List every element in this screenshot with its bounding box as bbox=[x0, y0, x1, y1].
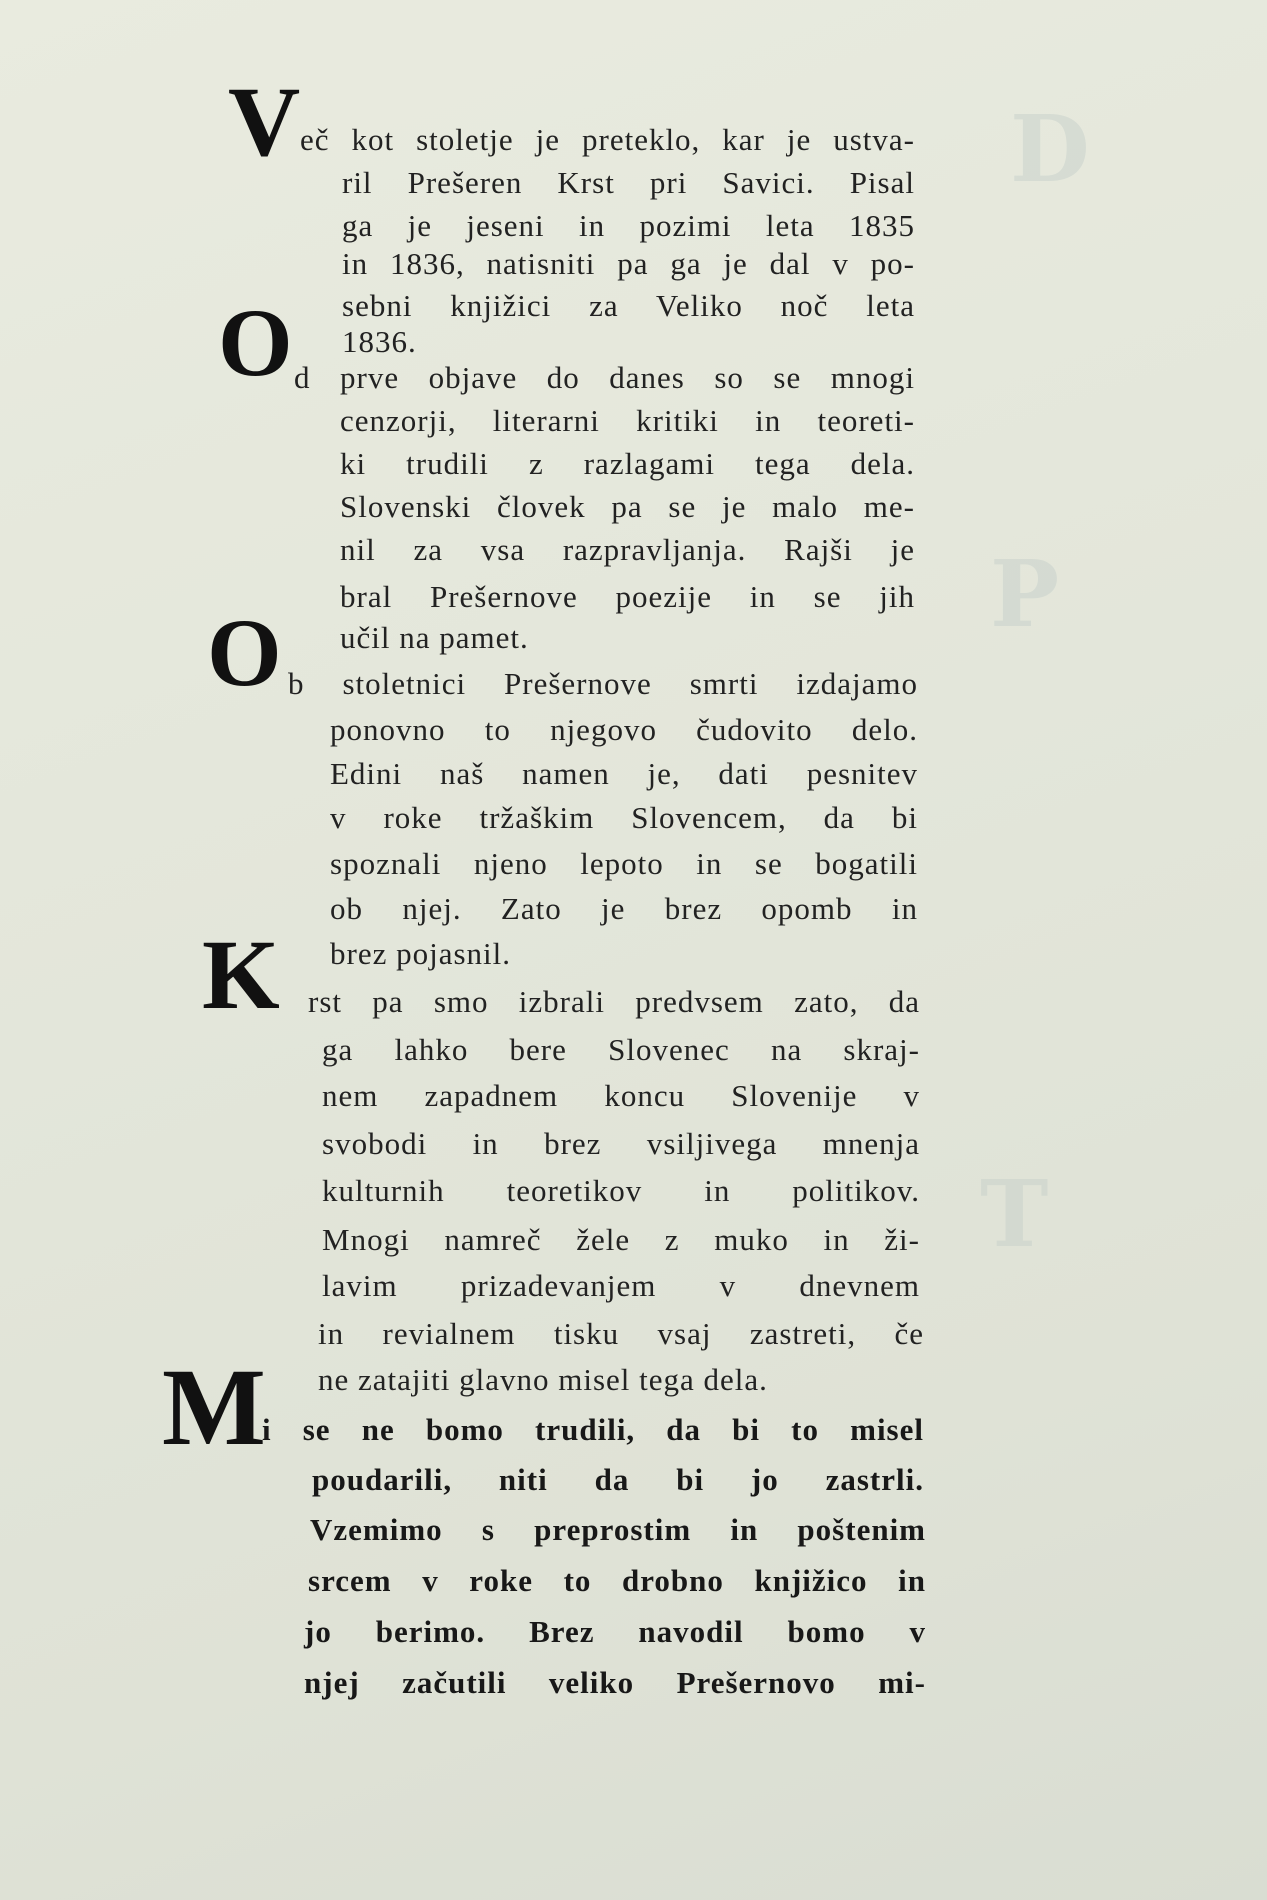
text-line: bral Prešernove poezije in se jih bbox=[340, 579, 915, 614]
text-line: jo berimo. Brez navodil bomo v bbox=[304, 1614, 926, 1649]
text-line: poudarili, niti da bi jo zastrli. bbox=[312, 1462, 924, 1497]
bleed-through-letter: T bbox=[980, 1160, 1049, 1268]
text-line: srcem v roke to drobno knjižico in bbox=[308, 1563, 926, 1598]
text-line: cenzorji, literarni kritiki in teoreti- bbox=[340, 403, 915, 438]
text-line: Mnogi namreč žele z muko in ži- bbox=[322, 1222, 920, 1257]
text-line: spoznali njeno lepoto in se bogatili bbox=[330, 846, 918, 881]
drop-initial: O bbox=[218, 289, 293, 396]
bleed-through-letter: D bbox=[1010, 95, 1090, 203]
text-line: kulturnih teoretikov in politikov. bbox=[322, 1173, 920, 1208]
drop-initial: O bbox=[207, 599, 282, 706]
text-line: ne zatajiti glavno misel tega dela. bbox=[318, 1362, 768, 1397]
text-line: ob njej. Zato je brez opomb in bbox=[330, 891, 918, 926]
text-line: ki trudili z razlagami tega dela. bbox=[340, 446, 915, 481]
text-line: rst pa smo izbrali predvsem zato, da bbox=[308, 984, 920, 1019]
text-line: lavim prizadevanjem v dnevnem bbox=[322, 1268, 920, 1303]
text-line: eč kot stoletje je preteklo, kar je ustva- bbox=[300, 122, 915, 157]
text-line: Vzemimo s preprostim in poštenim bbox=[310, 1512, 926, 1547]
text-line: ril Prešeren Krst pri Savici. Pisal bbox=[342, 165, 915, 200]
text-line: sebni knjižici za Veliko noč leta bbox=[342, 288, 915, 323]
text-line: Slovenski človek pa se je malo me- bbox=[340, 489, 915, 524]
text-line: ponovno to njegovo čudovito delo. bbox=[330, 712, 918, 747]
drop-initial: K bbox=[202, 919, 280, 1030]
drop-initial: M bbox=[162, 1346, 266, 1468]
text-line: nem zapadnem koncu Slovenije v bbox=[322, 1078, 920, 1113]
text-line: in revialnem tisku vsaj zastreti, če bbox=[318, 1316, 924, 1351]
text-line: svobodi in brez vsiljivega mnenja bbox=[322, 1126, 920, 1161]
text-line: v roke tržaškim Slovencem, da bi bbox=[330, 800, 918, 835]
text-line: nil za vsa razpravljanja. Rajši je bbox=[340, 532, 915, 567]
text-line: d prve objave do danes so se mnogi bbox=[294, 360, 915, 395]
text-line: Edini naš namen je, dati pesnitev bbox=[330, 756, 918, 791]
text-line: 1836. bbox=[342, 324, 417, 359]
text-line: b stoletnici Prešernove smrti izdajamo bbox=[288, 666, 918, 701]
text-line: učil na pamet. bbox=[340, 620, 529, 655]
text-line: brez pojasnil. bbox=[330, 936, 512, 971]
drop-initial: V bbox=[228, 66, 301, 177]
bleed-through-letter: P bbox=[990, 540, 1060, 648]
text-line: i se ne bomo trudili, da bi to misel bbox=[262, 1412, 924, 1447]
text-line: in 1836, natisniti pa ga je dal v po- bbox=[342, 246, 915, 281]
text-line: ga je jeseni in pozimi leta 1835 bbox=[342, 208, 915, 243]
text-line: njej začutili veliko Prešernovo mi- bbox=[304, 1665, 926, 1700]
text-line: ga lahko bere Slovenec na skraj- bbox=[322, 1032, 920, 1067]
